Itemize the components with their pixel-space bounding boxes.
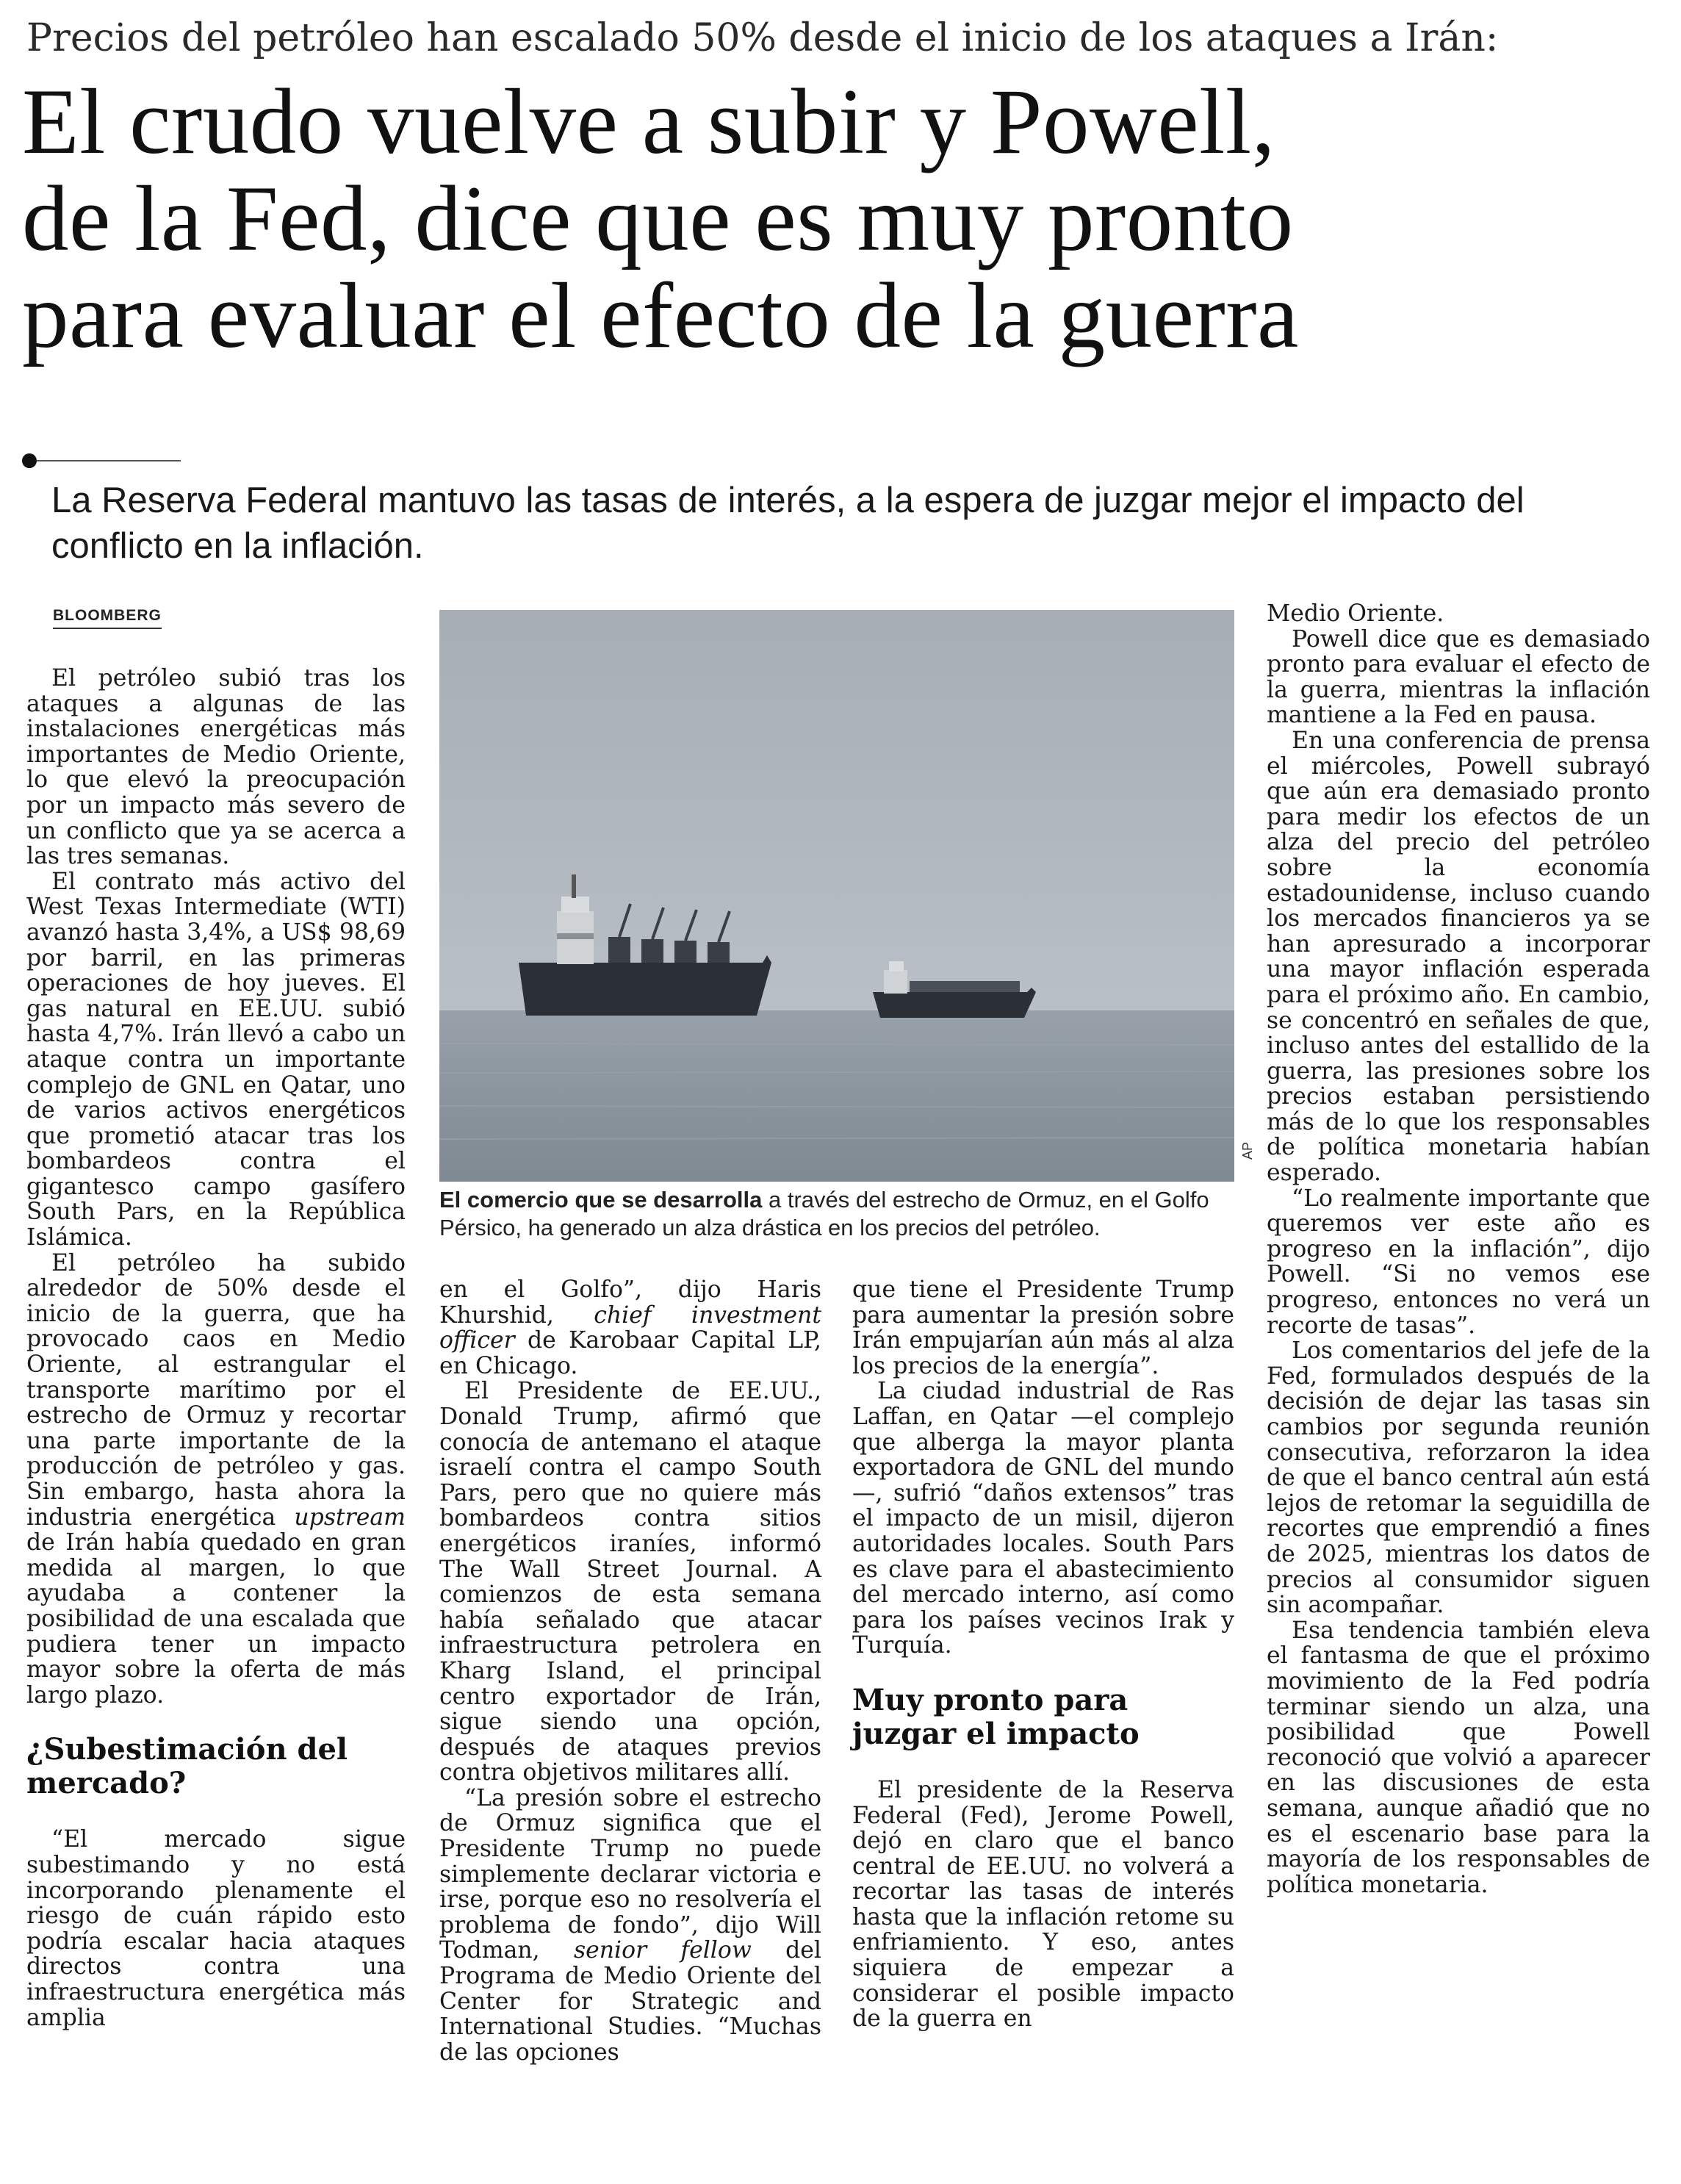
headline-line: para evaluar el efecto de la guerra: [22, 265, 1299, 367]
headline-line: El crudo vuelve a subir y Powell,: [22, 71, 1275, 173]
caption-lead: El comercio que se desarrolla: [439, 1187, 763, 1213]
caption-text: a través del estrecho de Ormuz, en el Golfo Pérsico, ha generado un alza drástica en los precios del petróleo.: [439, 1187, 1209, 1240]
paragraph: “El mercado sigue subestimando y no está incorporando plenamente el riesgo de cuán rápido esto podría escalar hacia ataques directos contra una infraestructura energética más amplia: [26, 1826, 406, 2031]
paragraph: En una conferencia de prensa el miércoles, Powell subrayó que aún era demasiado pronto para medir los efectos de un alza del precio del petróleo sobre la economía estadounidense, incluso cuando los mercados financieros ya se han apresurado a incorporar una mayor inflación esperada para el próximo año. En cambio, se concentró en señales de que, incluso antes del estallido de la guerra, las presiones sobre los precios estaban persistiendo más de lo que los responsables de política monetaria habían esperado.: [1267, 727, 1650, 1187]
headline-line: de la Fed, dice que es muy pronto: [22, 168, 1294, 270]
paragraph: El petróleo ha subido alrededor de 50% desde el inicio de la guerra, que ha provocado caos en Medio Oriente, al estrangular el transporte marítimo por el estrecho de Ormuz y recortar una parte importante de la producción de petróleo y gas. Sin embargo, hasta ahora la industria energética upstream de Irán había quedado en gran medida al margen, lo que ayudaba a contener la posibilidad de una escalada que pudiera tener un impacto mayor sobre la oferta de más largo plazo.: [26, 1249, 406, 1709]
article-deck: La Reserva Federal mantuvo las tasas de interés, a la espera de juzgar mejor el impacto del conflicto en la inflación.: [51, 481, 1525, 566]
ships-photo: [439, 610, 1234, 1182]
sea: [439, 1010, 1234, 1182]
paragraph: en el Golfo”, dijo Haris Khurshid, chief investment officer de Karobaar Capital LP, en Chicago.: [439, 1276, 821, 1379]
paragraph: El Presidente de EE.UU., Donald Trump, afirmó que conocía de antemano el ataque israelí contra el campo South Pars, pero que no quiere más bombardeos contra sitios energéticos iraníes, informó The Wall Street Journal. A comienzos de esta semana había señalado que atacar infraestructura petrolera en Kharg Island, el principal centro exportador de Irán, sigue siendo una opción, después de ataques previos contra objetivos militares allí.: [439, 1378, 821, 1786]
subheading: ¿Subestimación del mercado?: [26, 1732, 348, 1801]
text-column-2: [439, 1277, 821, 2065]
article-headline: [22, 71, 1660, 367]
paragraph: Esa tendencia también eleva el fantasma de que el próximo movimiento de la Fed podría terminar siendo un alza, una posibilidad que Powell reconoció que volvió a aparecer en las discusiones de esta semana, aunque añadió que no es el escenario base para la mayoría de los responsables de política monetaria.: [1267, 1617, 1650, 1898]
paragraph: que tiene el Presidente Trump para aumentar la presión sobre Irán empujarían aún más al alza los precios de la energía”.: [852, 1276, 1234, 1379]
paragraph: “Lo realmente importante que queremos ver este año es progreso en la inflación”, dijo Powell. “Si no vemos ese progreso, entonces no verá un recorte de tasas”.: [1267, 1185, 1650, 1339]
rule-line: [37, 460, 181, 461]
subheading: Muy pronto para juzgar el impacto: [852, 1682, 1140, 1751]
paragraph: Powell dice que es demasiado pronto para evaluar el efecto de la guerra, mientras la inflación mantiene a la Fed en pausa.: [1267, 625, 1650, 729]
paragraph: El contrato más activo del West Texas Intermediate (WTI) avanzó hasta 3,4%, a US$ 98,69 por barril, en las primeras operaciones de hoy jueves. El gas natural en EE.UU. subió hasta 4,7%. Irán llevó a cabo un ataque contra un importante complejo de GNL en Qatar, uno de varios activos energéticos que prometió atacar tras los bombardeos contra el gigantesco campo gasífero South Pars, en la República Islámica.: [26, 868, 406, 1251]
byline: BLOOMBERG: [53, 607, 162, 629]
text-column-4: [1267, 601, 1650, 1897]
photo-credit: AP: [1240, 1141, 1255, 1160]
paragraph: “La presión sobre el estrecho de Ormuz significa que el Presidente Trump no puede simplemente declarar victoria e irse, porque eso no resolvería el problema de fondo”, dijo Will Todman, senior fellow del Programa de Medio Oriente del Center for Strategic and International Studies. “Muchas de las opciones: [439, 1784, 821, 2066]
paragraph: El petróleo subió tras los ataques a algunas de las instalaciones energéticas más importantes de Medio Oriente, lo que elevó la preocupación por un impacto más severo de un conflicto que ya se acerca a las tres semanas.: [26, 665, 406, 870]
paragraph: Medio Oriente.: [1267, 600, 1444, 627]
paragraph: Los comentarios del jefe de la Fed, formulados después de la decisión de dejar las tasas sin cambios por segunda reunión consecutiva, reforzaron la idea de que el banco central aún está lejos de retomar la seguidilla de recortes que emprendió a fines de 2025, mientras los datos de precios al consumidor siguen sin acompañar.: [1267, 1337, 1650, 1619]
text-column-3: [852, 1277, 1234, 2032]
photo-caption: [439, 1186, 1240, 1242]
paragraph: El presidente de la Reserva Federal (Fed), Jerome Powell, dejó en claro que el banco central de EE.UU. no volverá a recortar las tasas de interés hasta que la inflación retome su enfriamiento. Y eso, antes siquiera de empezar a considerar el posible impacto de la guerra en: [852, 1776, 1234, 2033]
text-column-1: [26, 666, 406, 2030]
article-kicker: Precios del petróleo han escalado 50% desde el inicio de los ataques a Irán:: [26, 16, 1499, 60]
paragraph: La ciudad industrial de Ras Laffan, en Qatar —el complejo que alberga la mayor planta exportadora de GNL del mundo—, sufrió “daños extensos” tras el impacto de un misil, dijeron autoridades locales. South Pars es clave para el abastecimiento del mercado interno, así como para los países vecinos Irak y Turquía.: [852, 1378, 1234, 1659]
rule-dot: [22, 453, 37, 468]
